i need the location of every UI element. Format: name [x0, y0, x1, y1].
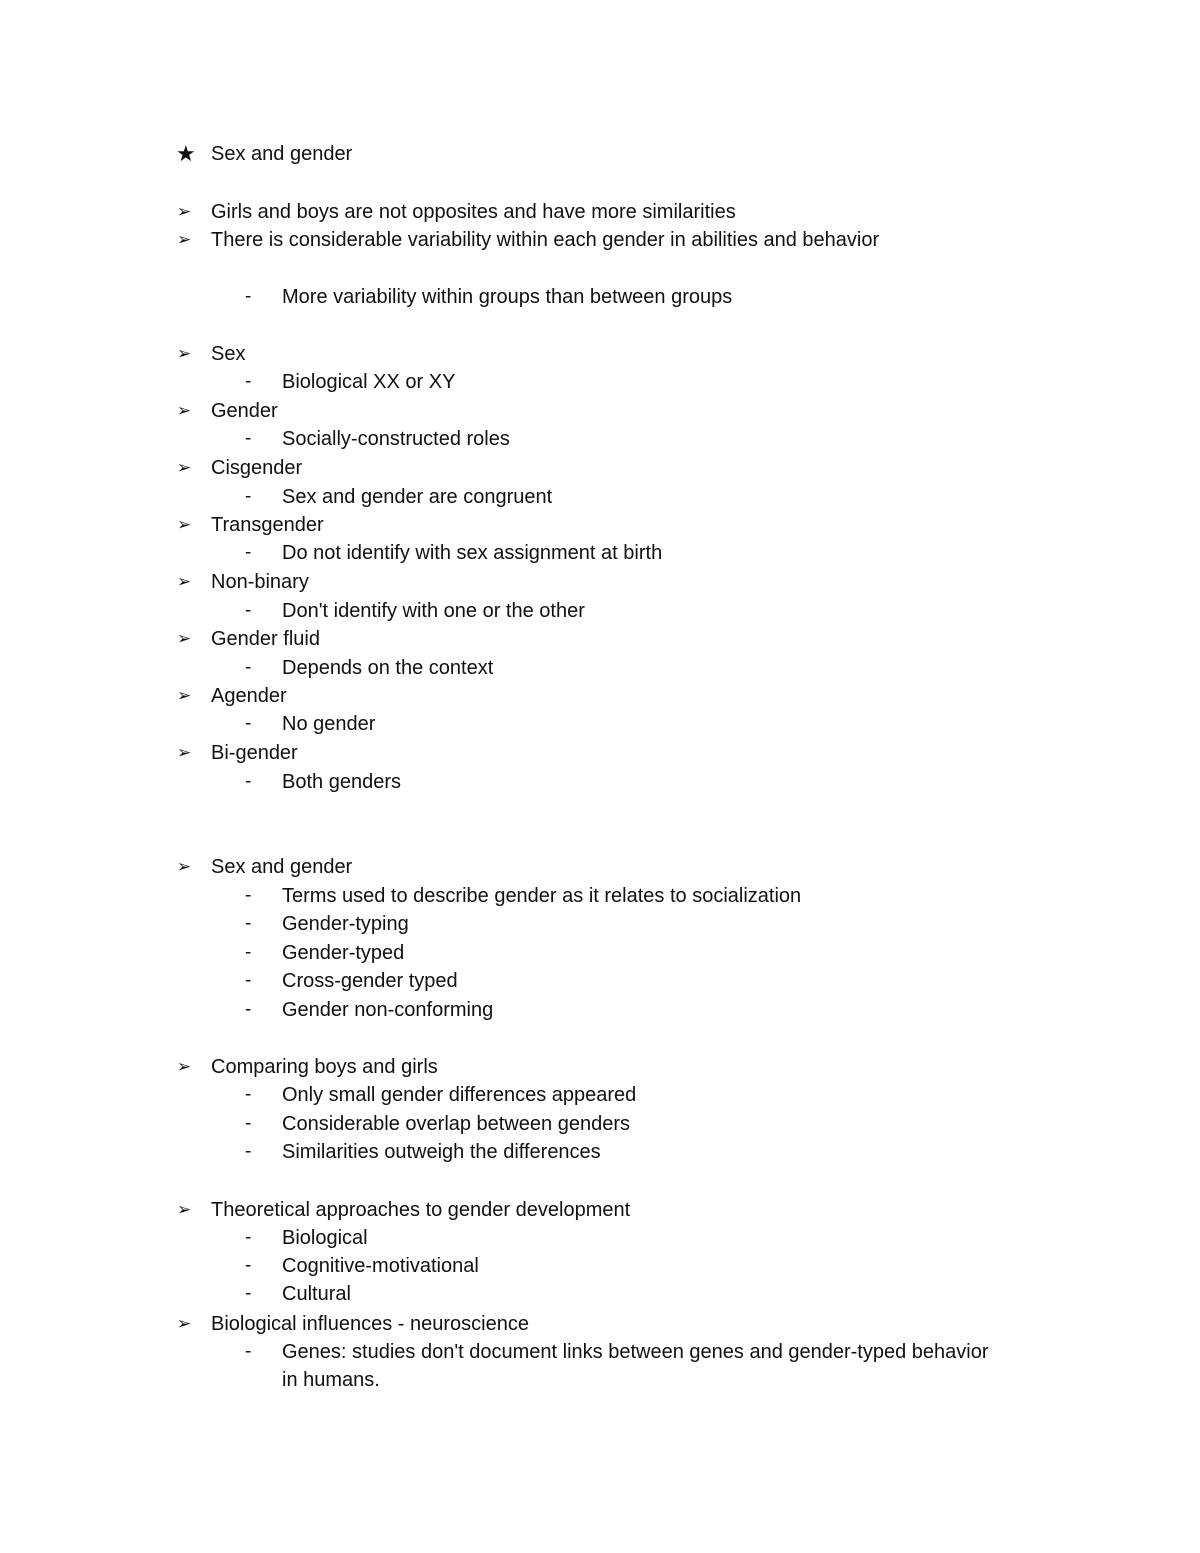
list-item-text: Bi-gender	[211, 742, 298, 764]
sub-list-item-text: Do not identify with sex assignment at birth	[282, 542, 663, 564]
sub-list-item-text: Depends on the context	[282, 657, 494, 679]
arrow-bullet-icon: ➢	[177, 515, 192, 534]
list-item-text: Girls and boys are not opposites and have more similarities	[211, 201, 736, 223]
arrow-bullet-icon: ➢	[177, 572, 192, 591]
list-item-text: Non-binary	[211, 571, 309, 593]
list-item-text: Sex	[211, 343, 246, 365]
sub-list-item-text: Similarities outweigh the differences	[282, 1141, 601, 1163]
dash-bullet-icon: -	[245, 885, 252, 906]
list-item-text: Agender	[211, 685, 287, 707]
sub-list-item-text: Gender non-conforming	[282, 999, 494, 1021]
arrow-bullet-icon: ➢	[177, 857, 192, 876]
dash-bullet-icon: -	[245, 486, 252, 507]
list-item-text: Comparing boys and girls	[211, 1056, 438, 1078]
sub-list-item-text: No gender	[282, 713, 376, 735]
arrow-bullet-icon: ➢	[177, 1057, 192, 1076]
arrow-bullet-icon: ➢	[177, 458, 192, 477]
dash-bullet-icon: -	[245, 942, 252, 963]
dash-bullet-icon: -	[245, 913, 252, 934]
dash-bullet-icon: -	[245, 600, 252, 621]
sub-list-item-text: More variability within groups than between groups	[282, 286, 733, 308]
arrow-bullet-icon: ➢	[177, 629, 192, 648]
arrow-bullet-icon: ➢	[177, 202, 192, 221]
arrow-bullet-icon: ➢	[177, 686, 192, 705]
star-bullet-icon: ★	[176, 141, 196, 166]
dash-bullet-icon: -	[245, 970, 252, 991]
dash-bullet-icon: -	[245, 542, 252, 563]
sub-list-item-text: Biological XX or XY	[282, 371, 456, 393]
dash-bullet-icon: -	[245, 286, 252, 307]
sub-list-item-text: Only small gender differences appeared	[282, 1084, 637, 1106]
dash-bullet-icon: -	[245, 1255, 252, 1276]
dash-bullet-icon: -	[245, 713, 252, 734]
arrow-bullet-icon: ➢	[177, 1314, 192, 1333]
dash-bullet-icon: -	[245, 428, 252, 449]
arrow-bullet-icon: ➢	[177, 743, 192, 762]
dash-bullet-icon: -	[245, 1084, 252, 1105]
dash-bullet-icon: -	[245, 1113, 252, 1134]
dash-bullet-icon: -	[245, 657, 252, 678]
sub-list-item-text: Cross-gender typed	[282, 970, 458, 992]
sub-list-item-text: Cultural	[282, 1283, 351, 1305]
list-item-text: Sex and gender	[211, 856, 353, 878]
sub-list-item-text: Terms used to describe gender as it relates to socialization	[282, 885, 802, 907]
dash-bullet-icon: -	[245, 771, 252, 792]
dash-bullet-icon: -	[245, 1141, 252, 1162]
arrow-bullet-icon: ➢	[177, 344, 192, 363]
sub-list-item-text: Gender-typing	[282, 913, 409, 935]
dash-bullet-icon: -	[245, 371, 252, 392]
sub-list-item-text: Socially-constructed roles	[282, 428, 510, 450]
list-item-text: Biological influences - neuroscience	[211, 1313, 529, 1335]
list-item-text: Gender fluid	[211, 628, 320, 650]
list-item-text: There is considerable variability within each gender in abilities and behavior	[211, 229, 880, 251]
dash-bullet-icon: -	[245, 1283, 252, 1304]
list-item-text: Gender	[211, 400, 278, 422]
dash-bullet-icon: -	[245, 1341, 252, 1362]
sub-list-item-text: Don't identify with one or the other	[282, 600, 585, 622]
arrow-bullet-icon: ➢	[177, 230, 192, 249]
sub-list-item-text: Gender-typed	[282, 942, 405, 964]
sub-list-item-text: Both genders	[282, 771, 401, 793]
arrow-bullet-icon: ➢	[177, 1200, 192, 1219]
list-item-text: Cisgender	[211, 457, 303, 479]
list-item-text: Sex and gender	[211, 143, 353, 165]
dash-bullet-icon: -	[245, 999, 252, 1020]
sub-list-item-text: Cognitive-motivational	[282, 1255, 479, 1277]
sub-list-item-text: Considerable overlap between genders	[282, 1113, 631, 1135]
dash-bullet-icon: -	[245, 1227, 252, 1248]
list-item-text: Transgender	[211, 514, 324, 536]
sub-list-item-text: in humans.	[282, 1369, 380, 1391]
sub-list-item-text: Biological	[282, 1227, 368, 1249]
list-item-text: Theoretical approaches to gender development	[211, 1199, 631, 1221]
sub-list-item-text: Genes: studies don't document links between genes and gender-typed behavior	[282, 1341, 989, 1363]
sub-list-item-text: Sex and gender are congruent	[282, 486, 553, 508]
arrow-bullet-icon: ➢	[177, 401, 192, 420]
